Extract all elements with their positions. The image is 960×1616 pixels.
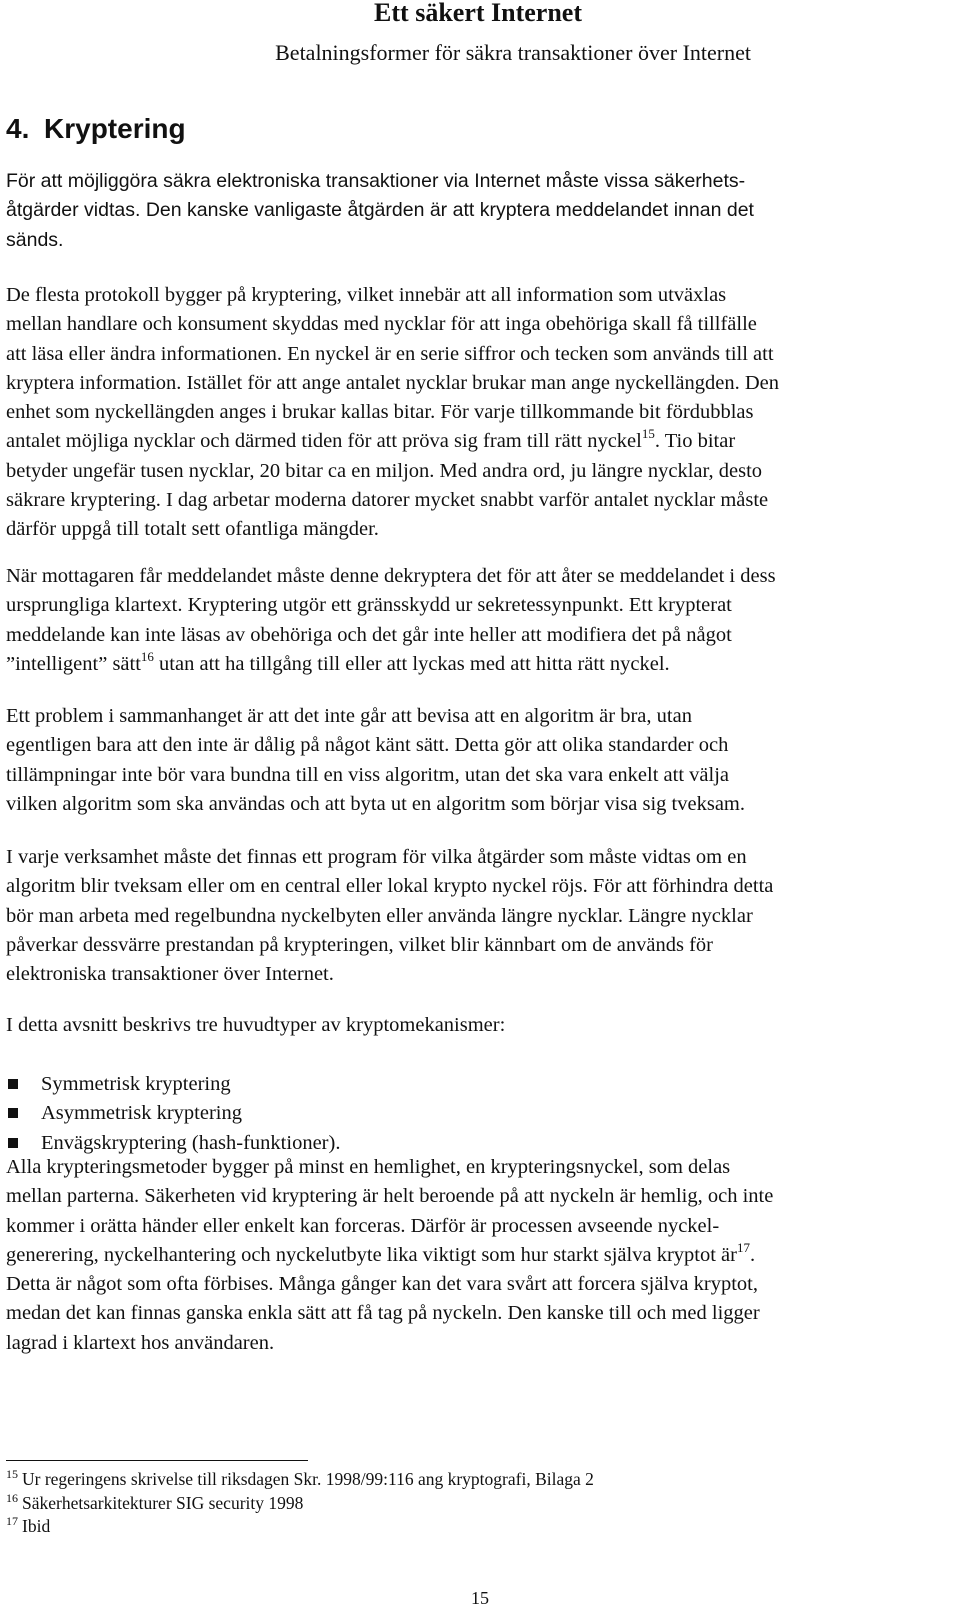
list-item-label: Symmetrisk kryptering <box>41 1073 231 1095</box>
document-header-title: Ett säkert Internet <box>374 0 582 27</box>
footnote-17 <box>6 1515 594 1539</box>
text-line: kryptera information. Istället för att ange antalet nycklar brukar man ange nyckellängden. Den <box>6 371 779 394</box>
square-bullet-icon <box>8 1138 18 1148</box>
section-number: 4. <box>6 113 30 144</box>
footnote-15 <box>6 1468 594 1492</box>
paragraph-2 <box>6 562 936 679</box>
text-segment: . <box>749 1243 756 1266</box>
text-line: elektroniska transaktioner över Internet. <box>6 963 334 986</box>
section-heading <box>6 113 186 145</box>
text-line: tillämpningar inte bör vara bundna till en viss algoritm, utan det ska vara enkelt att välja <box>6 763 729 786</box>
footnote-ref-16: 16 <box>140 648 154 664</box>
section-title: Kryptering <box>44 113 186 144</box>
text-line: betyder ungefär tusen nycklar, 20 bitar ca en miljon. Med andra ord, ju längre nycklar, desto <box>6 459 763 482</box>
text-line: När mottagaren får meddelandet måste denne dekryptera det för att åter se meddelandet i dess <box>6 565 776 587</box>
text-line: Ett problem i sammanhanget är att det inte går att bevisa att en algoritm är bra, utan <box>6 705 692 727</box>
footnote-text: Ur regeringens skrivelse till riksdagen Skr. 1998/99:116 ang kryptografi, Bilaga 2 <box>22 1469 594 1489</box>
text-line: kommer i orätta händer eller enkelt kan forceras. Därför är processen avseende nyckel- <box>6 1214 720 1237</box>
text-line: medan det kan finnas ganska enkla sätt att få tag på nyckeln. Den kanske till och med ligger <box>6 1302 760 1325</box>
footnote-text: Ibid <box>22 1516 51 1536</box>
paragraph-5 <box>6 1153 936 1358</box>
text-line: egentligen bara att den inte är dålig på något känt sätt. Detta gör att olika standarder och <box>6 734 729 757</box>
text-line: lagrad i klartext hos användaren. <box>6 1331 275 1354</box>
square-bullet-icon <box>8 1079 18 1089</box>
page-number: 15 <box>471 1588 489 1608</box>
list-intro <box>6 1011 936 1040</box>
footnote-16 <box>6 1492 594 1516</box>
text-line: I detta avsnitt beskrivs tre huvudtyper av kryptomekanismer: <box>6 1014 506 1036</box>
footnote-number: 17 <box>6 1514 18 1528</box>
footnote-text: Säkerhetsarkitekturer SIG security 1998 <box>22 1492 304 1513</box>
text-line: enhet som nyckellängden anges i brukar kallas bitar. För varje tillkommande bit fördubblas <box>6 401 754 424</box>
text-line: säkrare kryptering. I dag arbetar moderna datorer mycket snabbt varför antalet nycklar måste <box>6 489 769 512</box>
text-line: åtgärder vidtas. Den kanske vanligaste åtgärden är att kryptera meddelandet innan det <box>6 199 754 222</box>
text-segment: generering, nyckelhantering och nyckelutbyte lika viktigt som hur starkt själva kryptot är <box>6 1243 737 1266</box>
text-line: Detta är något som ofta förbises. Många gånger kan det vara svårt att forcera själva kryptot, <box>6 1273 758 1296</box>
footnote-ref-15: 15 <box>641 426 655 442</box>
text-line <box>6 650 936 679</box>
footnote-number: 15 <box>6 1467 18 1481</box>
text-line: mellan parterna. Säkerheten vid kryptering är helt beroende på att nyckeln är hemlig, och inte <box>6 1185 774 1208</box>
list-item-label: Asymmetrisk kryptering <box>41 1102 242 1125</box>
footnote-ref-17: 17 <box>736 1239 750 1255</box>
text-line <box>6 427 936 456</box>
paragraph-4 <box>6 843 936 989</box>
text-line: bör man arbeta med regelbundna nyckelbyten eller använda längre nycklar. Längre nycklar <box>6 904 753 927</box>
text-segment: . Tio bitar <box>654 430 736 453</box>
paragraph-3 <box>6 702 936 819</box>
text-line: mellan handlare och konsument skyddas med nycklar för att inga obehöriga skall få tillfälle <box>6 313 757 336</box>
text-line: De flesta protokoll bygger på kryptering, vilket innebär att all information som utväxlas <box>6 284 727 306</box>
list-item-label: Envägskryptering (hash-funktioner). <box>41 1131 341 1154</box>
square-bullet-icon <box>8 1108 18 1118</box>
text-segment: antalet möjliga nycklar och därmed tiden för att pröva sig fram till rätt nyckel <box>6 430 642 453</box>
text-line: vilken algoritm som ska användas och att byta ut en algoritm som börjar visa sig tveksam. <box>6 792 745 815</box>
text-line: sänds. <box>6 228 64 251</box>
text-line: algoritm blir tveksam eller om en central eller lokal krypto nyckel röjs. För att förhindra detta <box>6 875 774 898</box>
text-line: I varje verksamhet måste det finnas ett program för vilka åtgärder som måste vidtas om en <box>6 846 747 868</box>
text-line: Alla krypteringsmetoder bygger på minst en hemlighet, en krypteringsnyckel, som delas <box>6 1156 731 1178</box>
text-line <box>6 1241 936 1270</box>
footnotes <box>6 1468 594 1539</box>
text-line: meddelande kan inte läsas av obehöriga och det går inte heller att modifiera det på något <box>6 623 732 646</box>
text-segment: utan att ha tillgång till eller att lyckas med att hitta rätt nyckel. <box>153 652 670 675</box>
text-line: påverkar dessvärre prestandan på krypteringen, vilket blir kännbart om de används för <box>6 933 713 956</box>
text-segment: ”intelligent” sätt <box>6 652 141 675</box>
text-line: För att möjliggöra säkra elektroniska transaktioner via Internet måste vissa säkerhets- <box>6 170 746 192</box>
paragraph-1 <box>6 281 936 545</box>
text-line: ursprungliga klartext. Kryptering utgör ett gränsskydd ur sekretessynpunkt. Ett krypterat <box>6 594 732 617</box>
document-header-subtitle: Betalningsformer för säkra transaktioner över Internet <box>275 40 751 65</box>
footnote-number: 16 <box>6 1490 18 1505</box>
text-line: att läsa eller ändra informationen. En nyckel är en serie siffror och tecken som används till att <box>6 342 774 365</box>
intro-paragraph <box>6 167 936 255</box>
footnote-separator <box>6 1460 308 1461</box>
text-line: därför uppgå till totalt sett ofantliga mängder. <box>6 518 379 541</box>
